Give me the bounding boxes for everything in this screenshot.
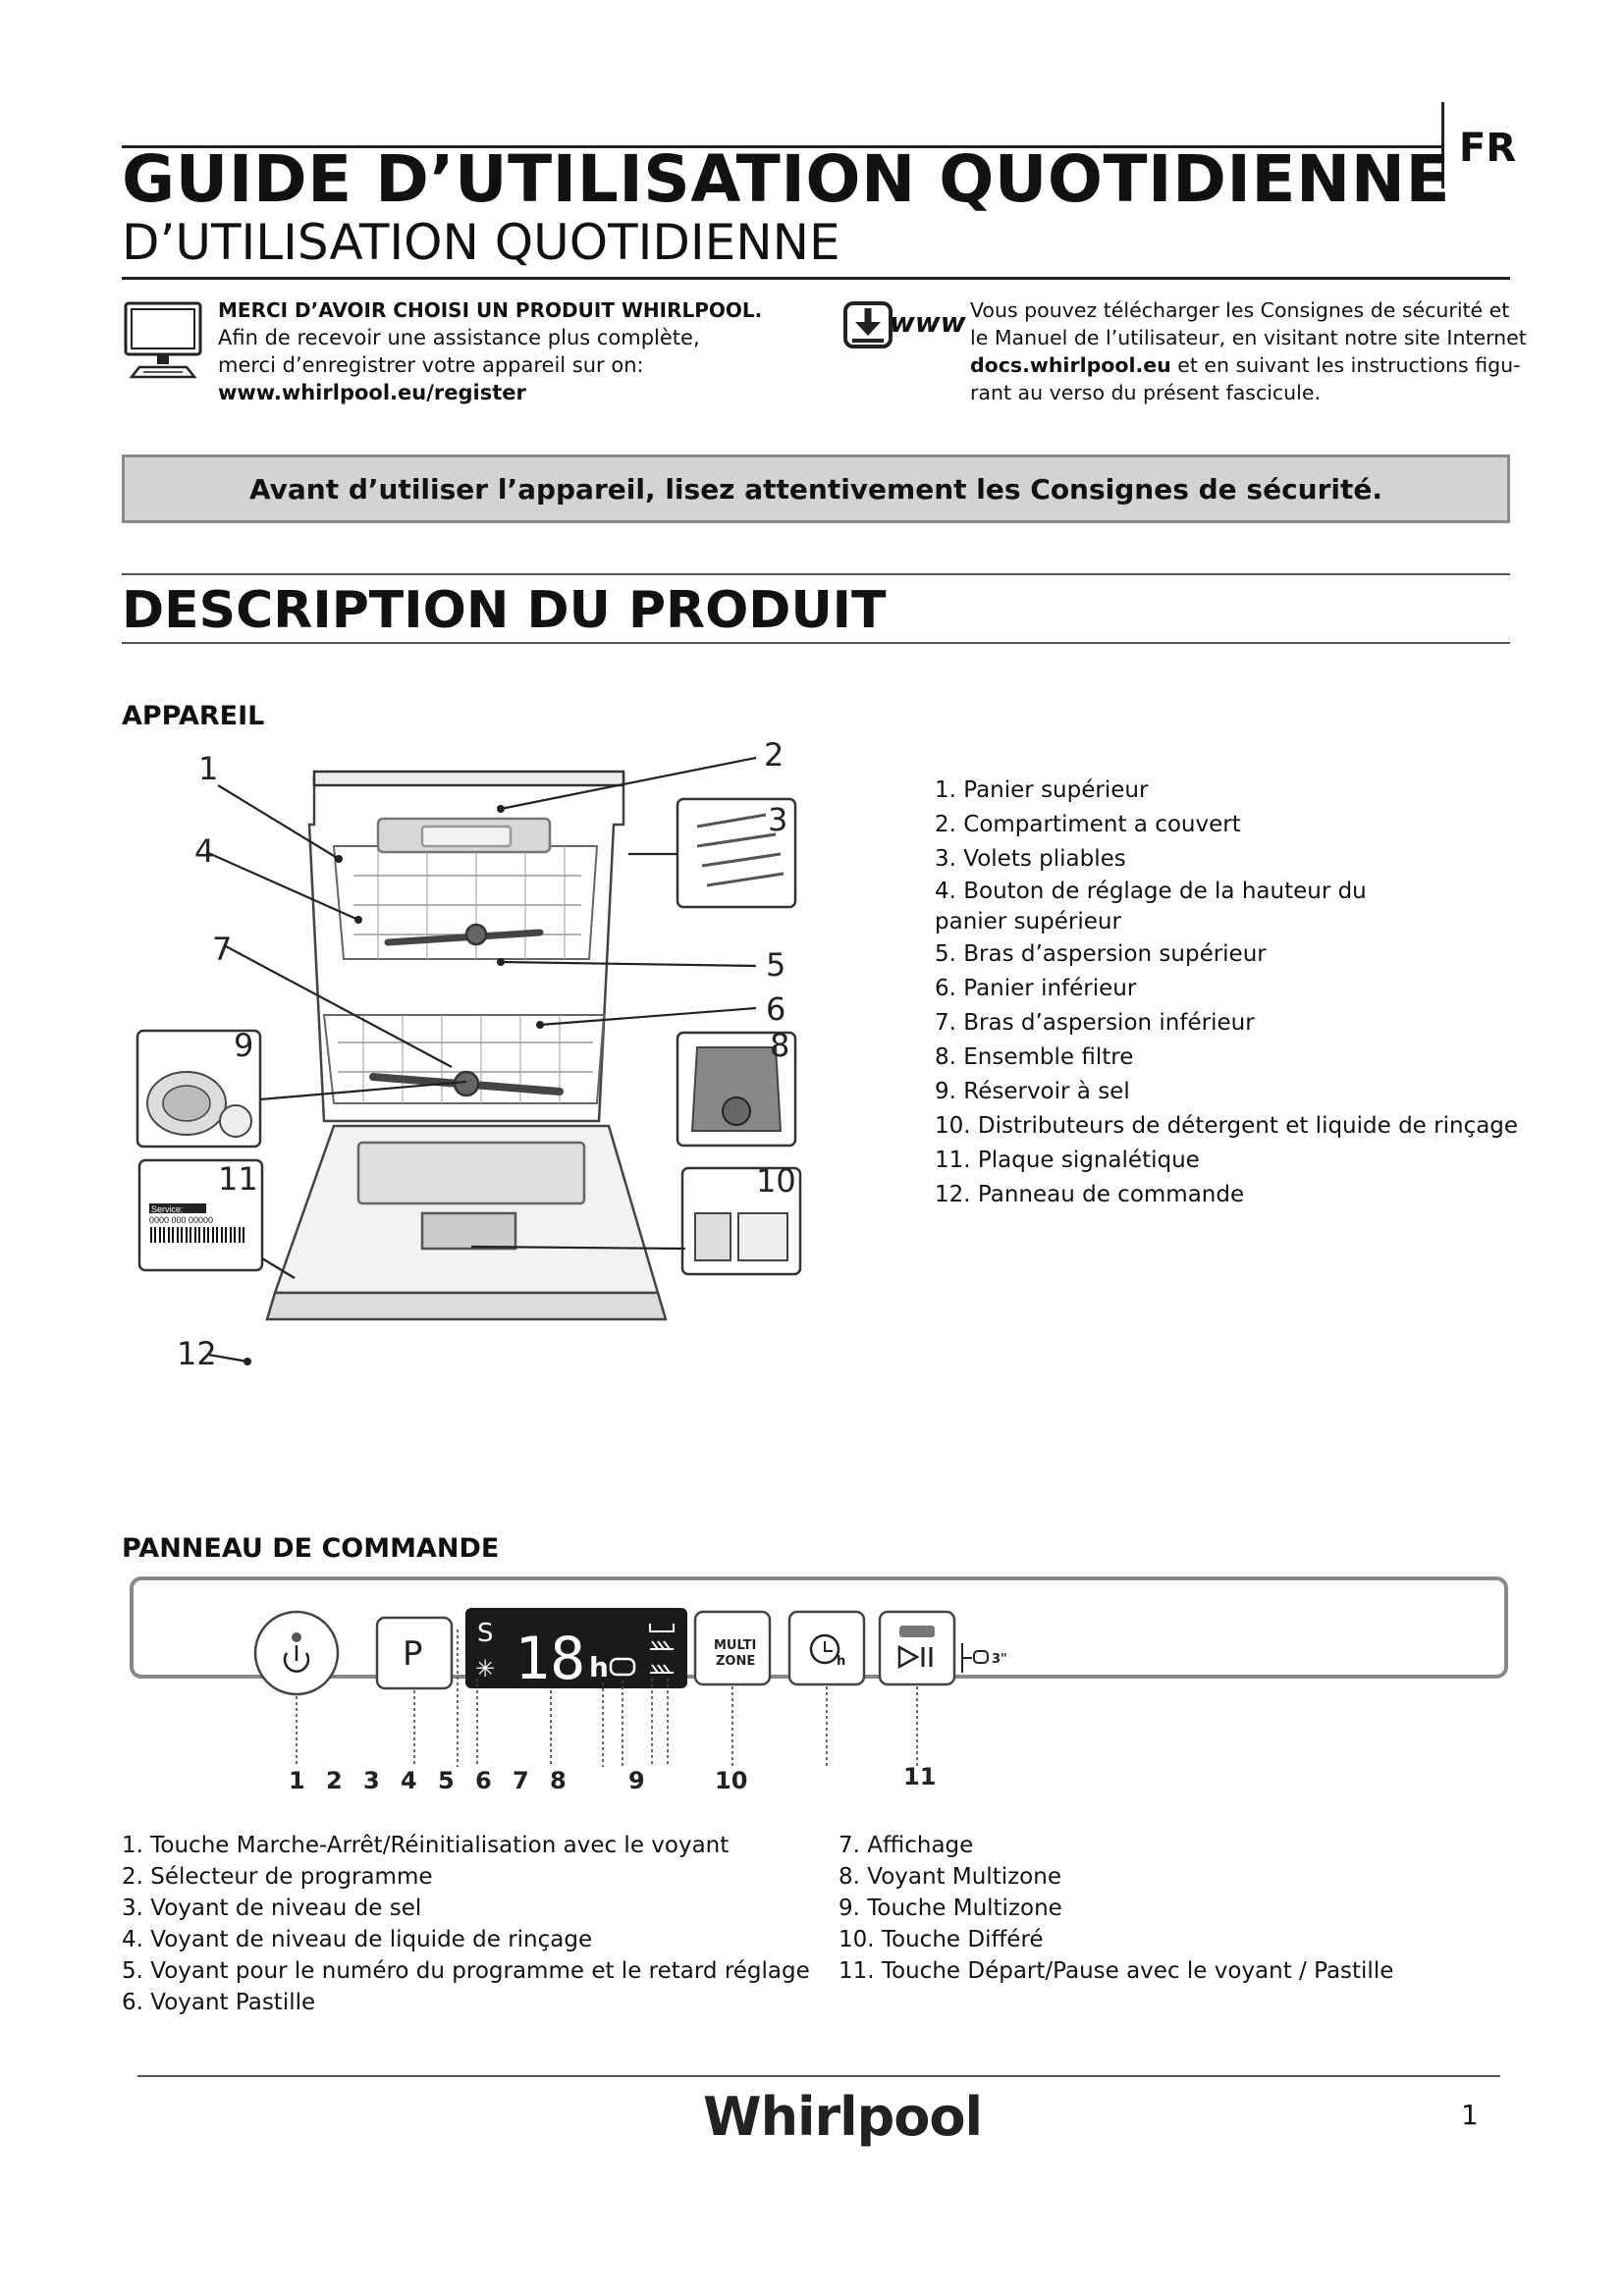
callout-7: 7 bbox=[212, 931, 233, 968]
download-line-3-rest: et en suivant les instructions figu- bbox=[1170, 353, 1521, 377]
hour-indicator: h bbox=[589, 1651, 609, 1683]
panel-callout-1: 1 bbox=[289, 1767, 305, 1794]
control-panel-diagram bbox=[122, 1571, 1516, 1806]
safety-notice-text: Avant d’utiliser l’appareil, lisez attentivement les Consignes de sécurité. bbox=[248, 472, 1383, 506]
legend-item: 6. Panier inférieur bbox=[935, 976, 1137, 1001]
register-heading: MERCI D’AVOIR CHOISI UN PRODUIT WHIRLPOOL. bbox=[218, 298, 763, 322]
register-line-2: merci d’enregistrer votre appareil sur on: bbox=[218, 353, 644, 377]
panel-legend-item: 3. Voyant de niveau de sel bbox=[122, 1896, 422, 1921]
hold-3-seconds-label: 3" bbox=[992, 1652, 1007, 1667]
footer-rule bbox=[137, 2075, 1500, 2077]
display-digits: 18 bbox=[514, 1625, 586, 1693]
panel-legend-item: 1. Touche Marche-Arrêt/Réinitialisation avec le voyant bbox=[122, 1833, 730, 1858]
download-line-3 bbox=[970, 351, 1527, 379]
appliance-heading: APPAREIL bbox=[122, 701, 265, 731]
register-url-link[interactable]: www.whirlpool.eu/register bbox=[218, 381, 526, 404]
callout-1: 1 bbox=[198, 750, 219, 787]
download-line-2: le Manuel de l’utilisateur, en visitant notre site Internet bbox=[970, 326, 1527, 349]
panel-legend-item: 10. Touche Différé bbox=[839, 1927, 1044, 1952]
legend-item: 7. Bras d’aspersion inférieur bbox=[935, 1010, 1255, 1036]
start-pause-button[interactable] bbox=[880, 1612, 954, 1684]
panel-legend-item: 5. Voyant pour le numéro du programme et le retard réglage bbox=[122, 1958, 810, 1984]
delay-button[interactable] bbox=[789, 1612, 864, 1684]
page-title: GUIDE D’UTILISATION QUOTIDIENNE bbox=[122, 141, 1451, 217]
computer-monitor-icon bbox=[122, 300, 204, 379]
section-bottom-rule bbox=[122, 642, 1510, 644]
panel-callout-4: 4 bbox=[401, 1767, 417, 1794]
legend-item: 9. Réservoir à sel bbox=[935, 1079, 1130, 1104]
callout-6: 6 bbox=[766, 990, 786, 1028]
download-www-icon bbox=[842, 300, 966, 349]
page-subtitle: D’UTILISATION QUOTIDIENNE bbox=[122, 214, 840, 271]
register-info bbox=[218, 296, 762, 406]
section-title: DESCRIPTION DU PRODUIT bbox=[122, 581, 887, 640]
multizone-label-2: ZONE bbox=[716, 1654, 756, 1669]
download-line-1: Vous pouvez télécharger les Consignes de sécurité et bbox=[970, 298, 1510, 322]
legend-item: 12. Panneau de commande bbox=[935, 1182, 1245, 1207]
panel-callout-7: 7 bbox=[513, 1767, 529, 1794]
download-url-link[interactable]: docs.whirlpool.eu bbox=[970, 353, 1171, 377]
www-label: www bbox=[890, 306, 966, 339]
panel-callout-6: 6 bbox=[475, 1767, 492, 1794]
callout-5: 5 bbox=[766, 946, 786, 984]
panel-legend-item: 4. Voyant de niveau de liquide de rinçage bbox=[122, 1927, 593, 1952]
panel-callout-11: 11 bbox=[903, 1763, 937, 1790]
tablet-indicator-icon: ✳ bbox=[475, 1655, 496, 1682]
multizone-label-1: MULTI bbox=[714, 1638, 757, 1653]
brand-logo: Whirlpool bbox=[703, 2086, 983, 2148]
power-button[interactable] bbox=[255, 1612, 338, 1694]
service-number: 0000 000 00000 bbox=[149, 1215, 214, 1225]
panel-legend-item: 7. Affichage bbox=[839, 1833, 974, 1858]
panel-legend-item: 6. Voyant Pastille bbox=[122, 1990, 316, 2015]
callout-2: 2 bbox=[764, 738, 785, 774]
service-label: Service: bbox=[151, 1204, 184, 1214]
multizone-button[interactable] bbox=[695, 1612, 770, 1684]
delay-hour-label: h bbox=[837, 1654, 846, 1669]
legend-item: 5. Bras d’aspersion supérieur bbox=[935, 941, 1267, 967]
callout-8: 8 bbox=[770, 1027, 790, 1064]
legend-item: 4. Bouton de réglage de la hauteur du panier supérieur bbox=[935, 879, 1367, 934]
control-panel-heading: PANNEAU DE COMMANDE bbox=[122, 1533, 500, 1564]
callout-10: 10 bbox=[756, 1162, 796, 1200]
callout-9: 9 bbox=[234, 1027, 254, 1064]
callout-4: 4 bbox=[194, 832, 215, 870]
callout-3: 3 bbox=[768, 801, 788, 838]
section-top-rule bbox=[122, 573, 1510, 575]
safety-notice bbox=[122, 454, 1510, 523]
salt-indicator: S bbox=[477, 1619, 494, 1648]
callout-11: 11 bbox=[218, 1160, 258, 1198]
panel-callout-2: 2 bbox=[326, 1767, 343, 1794]
legend-item: 11. Plaque signalétique bbox=[935, 1148, 1200, 1173]
legend-item: 2. Compartiment a couvert bbox=[935, 812, 1241, 837]
program-button-label: P bbox=[403, 1634, 423, 1674]
callout-12: 12 bbox=[177, 1335, 217, 1372]
panel-callout-10: 10 bbox=[715, 1767, 748, 1794]
program-button[interactable] bbox=[377, 1618, 452, 1688]
panel-legend-left bbox=[122, 1830, 810, 2018]
appliance-legend bbox=[935, 774, 1519, 1212]
panel-legend-right bbox=[839, 1830, 1393, 1987]
panel-callout-8: 8 bbox=[550, 1767, 567, 1794]
display bbox=[465, 1608, 687, 1693]
legend-item: 3. Volets pliables bbox=[935, 846, 1126, 872]
register-line-1: Afin de recevoir une assistance plus complète, bbox=[218, 326, 700, 349]
panel-callout-5: 5 bbox=[438, 1767, 455, 1794]
legend-item: 8. Ensemble filtre bbox=[935, 1044, 1134, 1070]
legend-item: 1. Panier supérieur bbox=[935, 777, 1149, 803]
panel-callout-3: 3 bbox=[363, 1767, 380, 1794]
panel-legend-item: 9. Touche Multizone bbox=[839, 1896, 1062, 1921]
panel-legend-item: 11. Touche Départ/Pause avec le voyant / Pastille bbox=[839, 1958, 1394, 1984]
header-bottom-rule bbox=[122, 277, 1510, 280]
dishwasher-diagram bbox=[128, 738, 815, 1386]
panel-legend-item: 8. Voyant Multizone bbox=[839, 1864, 1061, 1890]
page-number: 1 bbox=[1461, 2099, 1479, 2131]
legend-item: 10. Distributeurs de détergent et liquide de rinçage bbox=[935, 1113, 1519, 1139]
language-code: FR bbox=[1459, 126, 1517, 171]
panel-legend-item: 2. Sélecteur de programme bbox=[122, 1864, 433, 1890]
download-info bbox=[970, 296, 1527, 406]
download-line-4: rant au verso du présent fascicule. bbox=[970, 381, 1321, 404]
panel-callout-9: 9 bbox=[628, 1767, 645, 1794]
